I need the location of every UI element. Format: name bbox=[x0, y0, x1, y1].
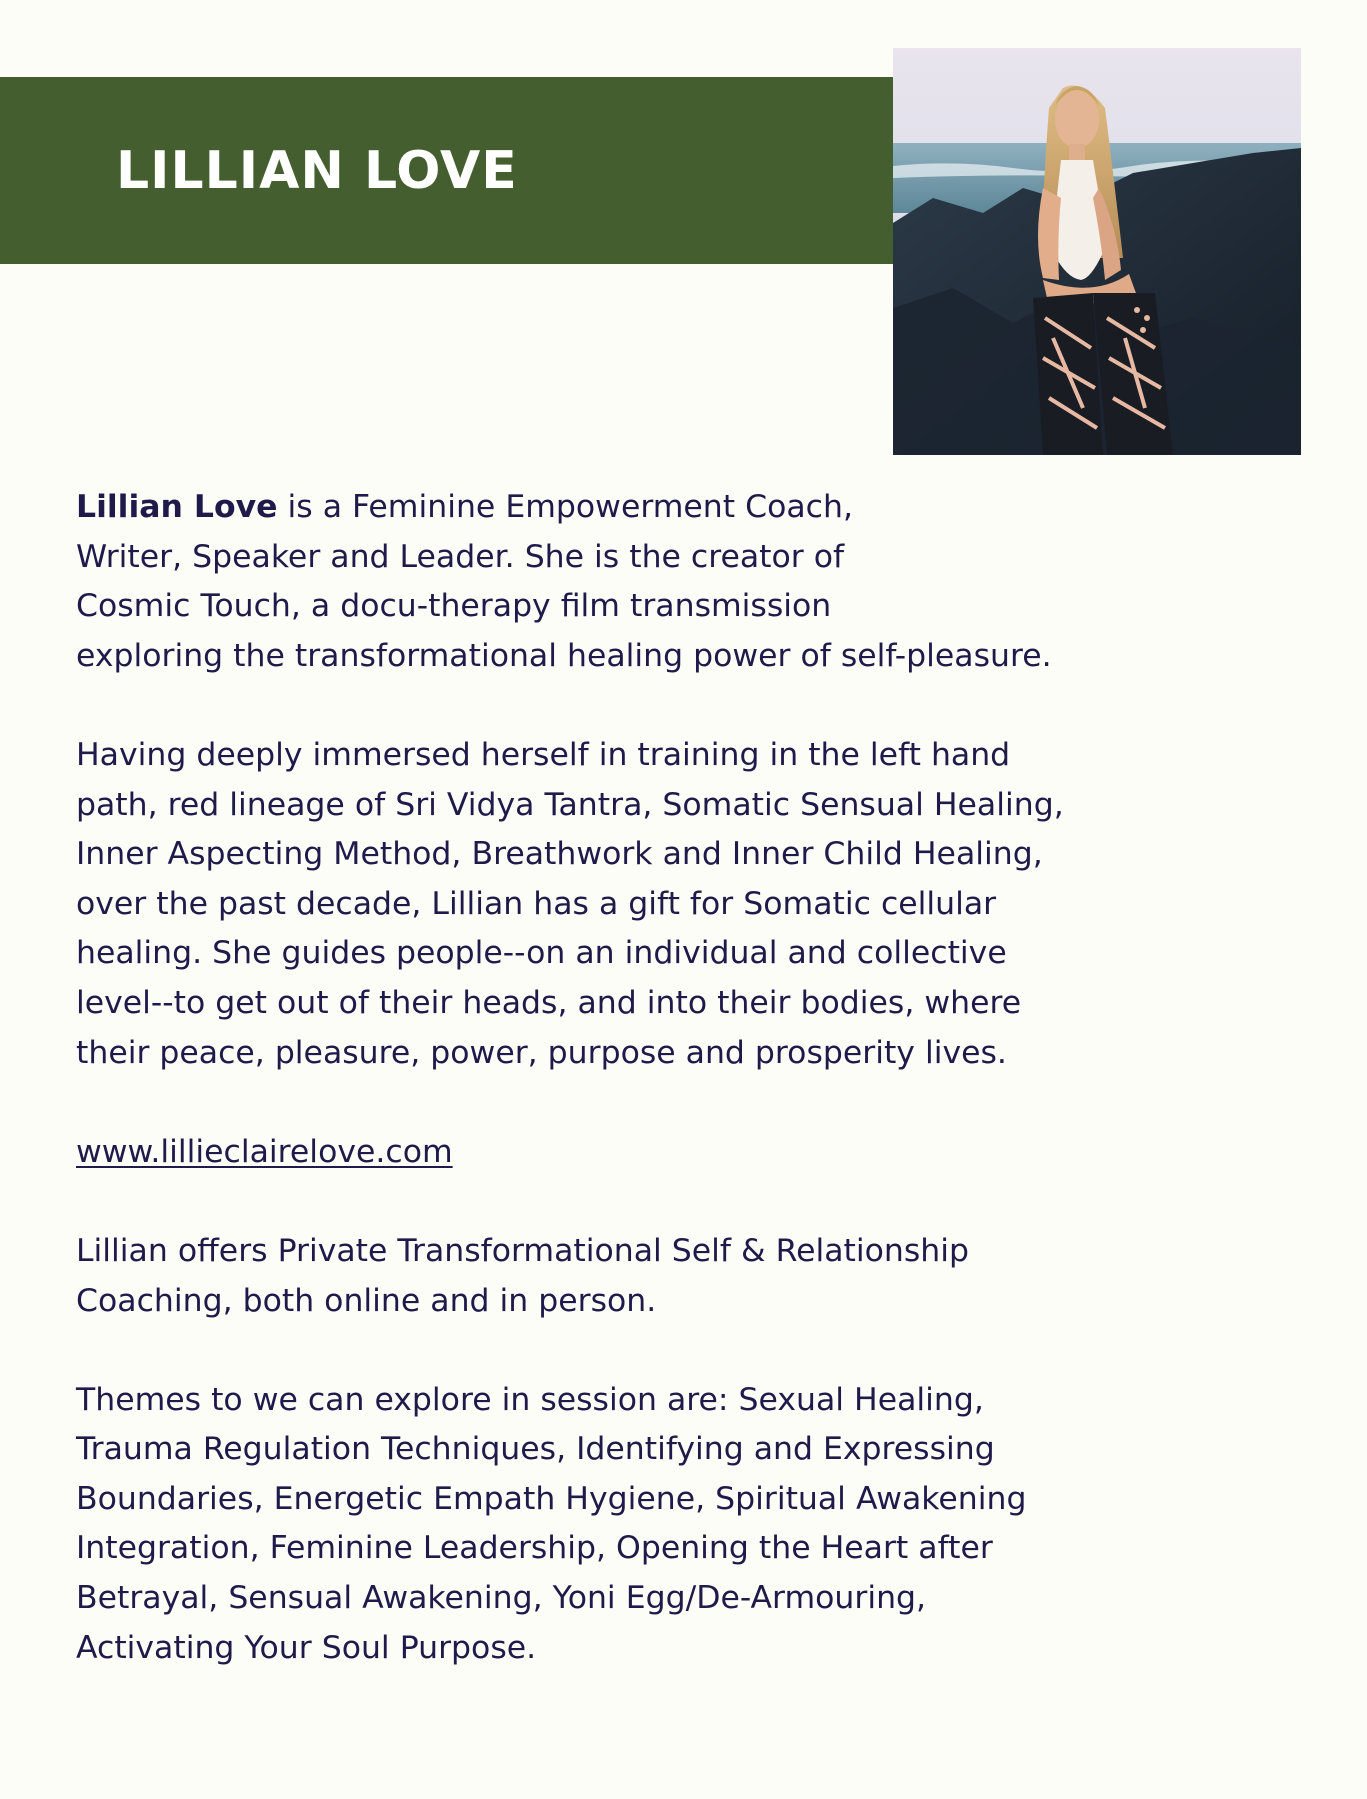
offer-line: Coaching, both online and in person. bbox=[76, 1282, 657, 1319]
spacer bbox=[76, 1177, 1196, 1227]
bio-content bbox=[76, 483, 1196, 1673]
training-line: level--to get out of their heads, and into their bodies, where bbox=[76, 984, 1022, 1021]
offer-paragraph bbox=[76, 1227, 1196, 1326]
training-paragraph bbox=[76, 731, 1196, 1078]
spacer bbox=[76, 681, 1196, 731]
themes-line: Activating Your Soul Purpose. bbox=[76, 1629, 537, 1666]
intro-paragraph bbox=[76, 483, 1196, 681]
portrait-photo bbox=[893, 48, 1301, 455]
training-line: their peace, pleasure, power, purpose and prosperity lives. bbox=[76, 1034, 1007, 1071]
website-paragraph bbox=[76, 1128, 1196, 1178]
portrait-image bbox=[893, 48, 1301, 455]
training-line: healing. She guides people--on an individual and collective bbox=[76, 935, 1007, 972]
intro-line-1 bbox=[76, 483, 1196, 533]
website-link[interactable]: www.lillieclairelove.com bbox=[76, 1133, 453, 1170]
spacer bbox=[76, 1326, 1196, 1376]
themes-line: Trauma Regulation Techniques, Identifying and Expressing bbox=[76, 1431, 995, 1468]
spacer bbox=[76, 1078, 1196, 1128]
page-title: LILLIAN LOVE bbox=[116, 140, 518, 201]
training-line: Having deeply immersed herself in training in the left hand bbox=[76, 736, 1011, 773]
training-line: Inner Aspecting Method, Breathwork and Inner Child Healing, bbox=[76, 836, 1043, 873]
offer-line: Lillian offers Private Transformational Self & Relationship bbox=[76, 1232, 969, 1269]
training-line: over the past decade, Lillian has a gift for Somatic cellular bbox=[76, 885, 997, 922]
intro-line-4: exploring the transformational healing power of self-pleasure. bbox=[76, 637, 1052, 674]
themes-line: Integration, Feminine Leadership, Opening the Heart after bbox=[76, 1530, 993, 1567]
intro-line-1-rest: is a Feminine Empowerment Coach, bbox=[277, 489, 853, 525]
intro-line-2: Writer, Speaker and Leader. She is the creator of bbox=[76, 538, 845, 575]
themes-paragraph bbox=[76, 1376, 1196, 1674]
themes-line: Betrayal, Sensual Awakening, Yoni Egg/De-Armouring, bbox=[76, 1580, 927, 1617]
themes-line: Boundaries, Energetic Empath Hygiene, Spiritual Awakening bbox=[76, 1480, 1027, 1517]
bio-name: Lillian Love bbox=[76, 489, 278, 525]
title-band bbox=[0, 77, 893, 264]
intro-line-3: Cosmic Touch, a docu-therapy film transmission bbox=[76, 588, 832, 625]
training-line: path, red lineage of Sri Vidya Tantra, Somatic Sensual Healing, bbox=[76, 786, 1064, 823]
themes-line: Themes to we can explore in session are: Sexual Healing, bbox=[76, 1381, 984, 1418]
